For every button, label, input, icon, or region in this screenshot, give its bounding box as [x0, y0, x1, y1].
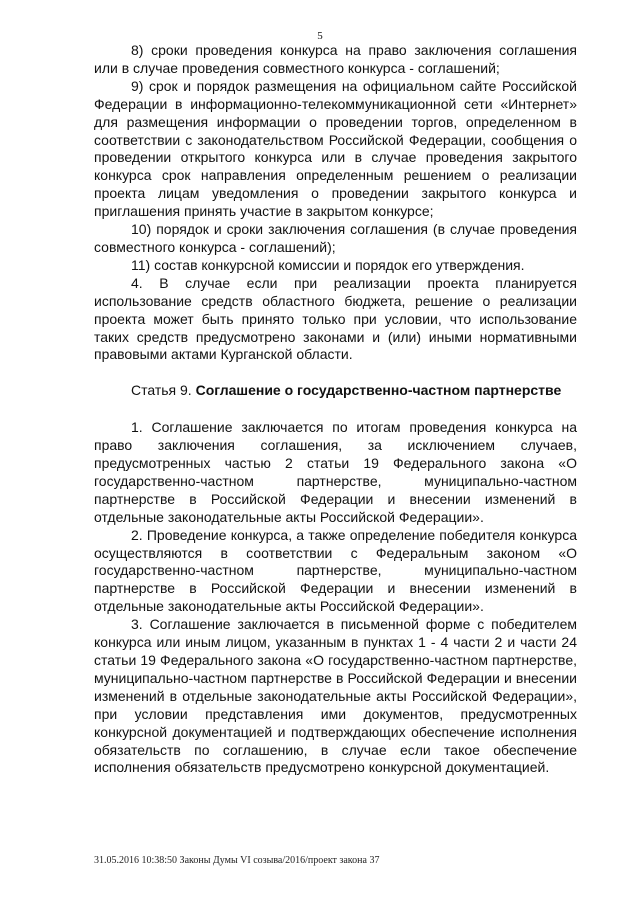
- article-heading: [94, 382, 577, 400]
- paragraph-clause-3: 3. Соглашение заключается в письменной форме с победителем конкурса или иным лицом, указанным в пунктах 1 - 4 части 2 и части 24 статьи 19 Федерального закона «О государственно-частном партнерстве, муниципально-частном партнерстве в Российской Федерации и внесении изменений в отдельные законодательные акты Российской Федерации», при условии представления ими документов, предусмотренных конкурсной документацией и подтверждающих обеспечение исполнения обязательств по соглашению, в случае если такое обеспечение исполнения обязательств предусмотрено конкурсной документацией.: [94, 616, 577, 776]
- document-footer: 31.05.2016 10:38:50 Законы Думы VI созыва/2016/проект закона 37: [94, 855, 380, 866]
- paragraph-item-11: 11) состав конкурсной комиссии и порядок его утверждения.: [131, 256, 525, 273]
- paragraph-item-8: 8) сроки проведения конкурса на право заключения соглашения или в случае проведения совместного конкурса - соглашений;: [94, 42, 577, 76]
- document-body: [94, 42, 577, 777]
- paragraph-clause-4: 4. В случае если при реализации проекта планируется использование средств областного бюджета, решение о реализации проекта может быть принято только при условии, что использование таких средств предусмотрено законами и (или) иными нормативными правовыми актами Курганской области.: [94, 274, 577, 363]
- paragraph-clause-1: 1. Соглашение заключается по итогам проведения конкурса на право заключения соглашения, за исключением случаев, предусмотренных частью 2 статьи 19 Федерального закона «О государственно-частном партнерстве, муниципально-частном партнерстве в Российской Федерации и внесении изменений в отдельные законодательные акты Российской Федерации».: [94, 419, 577, 525]
- paragraph-item-9: 9) срок и порядок размещения на официальном сайте Российской Федерации в информационно-телекоммуникационной сети «Интернет» для размещения информации о проведении торгов, определенном в соответствии с законодательством Российской Федерации, сообщения о проведении открытого конкурса или в случае проведения закрытого конкурса срок направления определенным решением о реализации проекта лицам уведомления о проведении закрытого конкурса и приглашения принять участие в закрытом конкурсе;: [94, 77, 577, 220]
- paragraph-clause-2: 2. Проведение конкурса, а также определение победителя конкурса осуществляются в соответствии с Федеральным законом «О государственно-частном партнерстве, муниципально-частном партнерстве в Российской Федерации и внесении изменений в отдельные законодательные акты Российской Федерации».: [94, 526, 577, 615]
- article-number: Статья 9.: [131, 382, 196, 399]
- page-number: 5: [317, 30, 323, 42]
- paragraph-item-10: 10) порядок и сроки заключения соглашения (в случае проведения совместного конкурса - соглашений);: [94, 221, 577, 255]
- article-title: Соглашение о государственно-частном партнерстве: [195, 382, 562, 399]
